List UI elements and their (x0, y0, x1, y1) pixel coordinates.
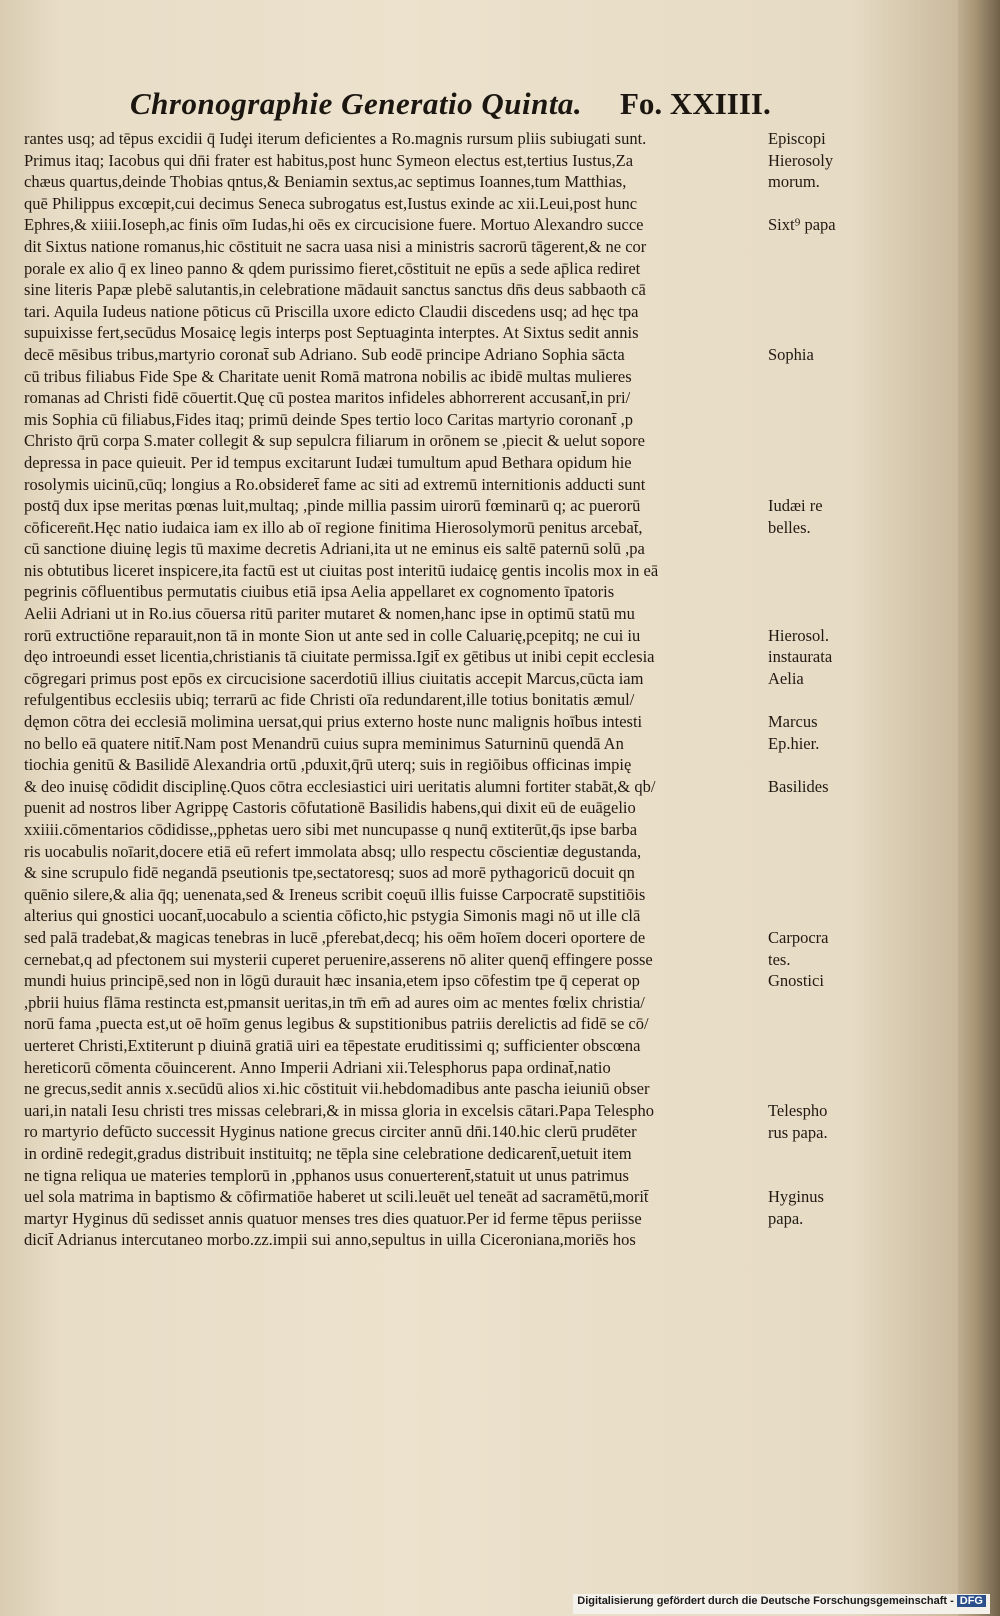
text-line: supuixisse fert,secūdus Mosaicę legis interps post Septuaginta interptes. At Sixtus sedit annis (24, 323, 639, 343)
text-line: postq̄ dux ipse meritas pœnas luit,multaq; ,pinde millia passim uirorū fœminarū q; ac puerorū (24, 496, 641, 516)
dfg-logo: DFG (957, 1595, 986, 1607)
text-line: ro martyrio defūcto successit Hyginus natione grecus circiter annū dn̄i.140.hic clerū prudēter (24, 1122, 637, 1142)
text-line: cōgregari primus post epōs ex circucisione sacerdotiū illius ciuitatis accepit Marcus,cūcta iam (24, 668, 644, 688)
text-line: no bello eā quatere nitit̄.Nam post Menandrū cuius supra meminimus Saturninū quendā An (24, 733, 624, 753)
text-line: uari,in natali Iesu christi tres missas celebrari,& in missa gloria in excelsis cātari.Papa Telespho (24, 1100, 654, 1120)
text-line: tari. Aquila Iudeus natione pōticus cū Priscilla uxore edicto Claudii discedens usq; ad hęc tpa (24, 301, 639, 321)
marginal-note: Hierosoly (768, 150, 834, 170)
text-line: rorū extructiōne reparauit,non tā in monte Sion ut ante sed in colle Caluarię,pcepitq; ne cui iu (24, 625, 641, 645)
text-line: Aelii Adriani ut in Ro.ius cōuersa ritū pariter mutaret & nomen,hanc ipse in optimū statū mu (24, 604, 635, 624)
digitization-footer (573, 1594, 990, 1614)
marginal-note: papa. (768, 1209, 804, 1228)
main-text-block (24, 128, 764, 1251)
text-line: pegrinis cōfluentibus permutatis ciuibus etiā ipsa Aelia appellaret ex cognomento īpatoris (24, 582, 615, 602)
text-line: hereticorū cōmenta cōuincerent. Anno Imperii Adriani xii.Telesphorus papa ordinat̄,natio (24, 1057, 611, 1077)
text-line: mis Sophia cū filiabus,Fides itaq; primū deinde Spes tertio loco Caritas martyrio coronant̄ ,p (24, 409, 634, 429)
text-line: Ephres,& xiiii.Ioseph,ac finis oīm Iudas,hi oēs ex circucisione fuere. Mortuo Alexandro succe (24, 215, 644, 235)
marginal-note: Gnostici (768, 971, 824, 991)
footer-credit: Digitalisierung gefördert durch die Deutsche Forschungsgemeinschaft - (577, 1595, 954, 1607)
text-line: cōficeren̄t.Hęc natio iudaica iam ex illo ab oī regione finitima Hierosolymorū penitus arcebat̄, (24, 517, 643, 537)
text-line: uel sola matrima in baptismo & cōfirmatiōe haberet ut scili.leuēt uel teneāt ad sacramētū,morit̄ (24, 1187, 649, 1207)
text-line: & deo inuisę cōdidit disciplinę.Quos cōtra ecclesiastici uiri ueritatis alumni fortiter stabāt,& qb/ (24, 776, 656, 796)
text-line: puenit ad nostros liber Agrippę Castoris cōfutationē Basilidis habens,qui dixit eū de euāgelio (24, 798, 636, 818)
text-line: chæus quartus,deinde Thobias qntus,& Beniamin sextus,ac septimus Ioannes,tum Matthias, (24, 172, 627, 192)
text-line: dęo introeundi esset licentia,christianis tā ciuitate permissa.Igit̄ ex gētibus ut inibi cepit ecclesia (24, 647, 655, 667)
text-line: quē Philippus excœpit,cui decimus Seneca subrogatus est,Iustus exinde ac xii.Leui,post hunc (24, 193, 638, 213)
text-line: xxiiii.cōmentarios cōdidisse,,pphetas uero sibi met nuncupasse q nunq̄ extiterūt,q̄s ipse barba (24, 820, 638, 839)
text-line: cernebat,q ad pfectonem sui mysterii cuperet peruenire,asserens nō aliter quenq̄ effingere posse (24, 949, 653, 969)
page-header (130, 86, 830, 126)
marginal-note: Ep.hier. (768, 733, 820, 753)
marginal-note: Hierosol. (768, 625, 829, 645)
text-line: & sine scrupulo fidē negandā pseutionis tpe,sectatoresq; suos ad morē pythagoricū docuit qn (24, 863, 635, 883)
text-line: ,pbrii huius flāma restincta est,pmansit ueritas,in tm̄ em̄ ad aures oim ac mentes fœlix christia/ (24, 992, 645, 1012)
text-line: cū sanctione diuinę legis tū maxime decretis Adriani,ita ut ne eminus eis saltē paternū solū ,pa (24, 539, 645, 559)
marginal-note: belles. (768, 517, 811, 537)
text-line: decē mēsibus tribus,martyrio coronat̄ sub Adriano. Sub eodē principe Adriano Sophia sācta (24, 344, 625, 364)
marginal-note: Basilides (768, 777, 829, 796)
text-line: tiochia genitū & Basilidē Alexandria ortū ,pduxit,q̄rū uterq; suis in regiōibus officinas impię (24, 755, 632, 775)
marginal-note: Hyginus (768, 1187, 824, 1207)
text-line: porale ex alio q̄ ex lineo panno & qdem purissimo fieret,cōstituit ne epūs a sede ap̄lica rediret (24, 258, 641, 278)
marginal-note: Telespho (768, 1101, 828, 1120)
text-line: ris uocabulis noīarit,docere etiā eū refert immolata absq; ullo respectu cōscientiæ degustanda, (24, 841, 642, 861)
text-line: dęmon cōtra dei ecclesiā molimina uersat,qui prius externo hoste nunc malignis hoībus intesti (24, 712, 643, 732)
text-line: cū tribus filiabus Fide Spe & Charitate uenit Romā matrona nobilis ac ibidē multas mulieres (24, 366, 632, 386)
marginal-note: Iudæi re (768, 496, 823, 516)
text-line: rantes usq; ad tēpus excidii q̄ Iudȩi iterum deficientes a Ro.magnis rursum pliis subiugati sunt. (24, 129, 647, 148)
marginal-note: Sixt⁹ papa (768, 215, 836, 235)
text-line: dicit̄ Adrianus intercutaneo morbo.zz.impii sui anno,sepultus in uilla Ciceroniana,moriēs hos (24, 1230, 636, 1250)
text-line: mundi huius principē,sed non in lōgū durauit hæc insania,etem ipso cōfestim tpe q̄ ceperat op (24, 971, 640, 991)
marginal-note: Aelia (768, 669, 804, 688)
marginal-note: Episcopi (768, 129, 826, 148)
text-line: refulgentibus ecclesiis ubiq; terrarū ac fide Christi oīa redundarent,ille totius bonitatis æmul/ (24, 690, 635, 710)
text-line: Primus itaq; Iacobus qui dn̄i frater est habitus,post hunc Symeon electus est,tertius Iustus,Za (24, 150, 634, 170)
text-line: in ordinē redegit,gradus distribuit instituitq; ne tēpla sine celebratione dedicarent̄,uetuit item (24, 1143, 632, 1163)
text-line: Christo q̄rū corpa S.mater collegit & sup sepulcra filiarum in orōnem se ,piecit & uelut sopore (24, 431, 645, 451)
text-line: ne grecus,sedit annis x.secūdū alios xi.hic cōstituit vii.hebdomadibus ante pascha ieiuniū obser (24, 1079, 650, 1099)
text-line: depressa in pace quieuit. Per id tempus excitarunt Iudæi tumultum apud Bethara opidum hie (24, 452, 632, 472)
text-line: sed palā tradebat,& magicas tenebras in lucē ,pferebat,decq; his oēm hoīem doceri oportere de (24, 927, 646, 947)
marginal-note: rus papa. (768, 1122, 828, 1142)
marginal-note: tes. (768, 949, 791, 969)
marginal-note: morum. (768, 172, 820, 192)
page-edge (958, 0, 1000, 1616)
running-head: Chronographie Generatio Quinta. (130, 86, 583, 121)
text-line: dit Sixtus natione romanus,hic cōstituit ne sacra uasa nisi a ministris sacrorū tāgerent,& ne cor (24, 236, 647, 256)
text-line: sine literis Papæ plebē salutantis,in celebratione mādauit sanctus sanctus dn̄s deus sabbaoth cā (24, 280, 646, 300)
text-line: quēnio silere,& alia q̄q; uenenata,sed & Ireneus scribit coęuū illis fuisse Carpocratē supstitiōis (24, 884, 646, 904)
text-line: ne tigna reliqua ue materies templorū in ,pphanos usus conuerterent̄,statuit ut unus patrimus (24, 1165, 629, 1185)
folio-number: Fo. XXIIII. (620, 86, 771, 121)
marginal-note: Sophia (768, 345, 814, 364)
marginal-note: Carpocra (768, 928, 829, 948)
text-line: nis obtutibus liceret inspicere,ita factū est ut ciuitas post interitū iudaicę gentis incolis mox in eā (24, 560, 659, 580)
text-line: rosolymis uicinū,cūq; longius a Ro.obsideret̄ fame ac siti ad extremū internitionis adducti sunt (24, 474, 646, 494)
text-line: norū fama ,puecta est,ut oē hoīm genus legibus & supstitionibus patriis derelictis ad fidē se cō/ (24, 1014, 649, 1034)
marginal-note: instaurata (768, 647, 833, 667)
text-line: martyr Hyginus dū sedisset annis quatuor menses tres dies quatuor.Per id ferme tēpus periisse (24, 1208, 642, 1228)
marginal-note: Marcus (768, 712, 818, 732)
text-line: uerteret Christi,Extiterunt p diuinā gratiā uiri ea tēpestate eruditissimi q; sufficienter obscœna (24, 1035, 641, 1055)
text-line: romanas ad Christi fidē cōuertit.Quę cū postea maritos infideles abhorrerent accusant̄,in pri/ (24, 388, 631, 408)
text-line: alterius qui gnostici uocant̄,uocabulo a scientia cōficto,hic pstygia Simonis magi nō ut ille clā (24, 906, 641, 926)
